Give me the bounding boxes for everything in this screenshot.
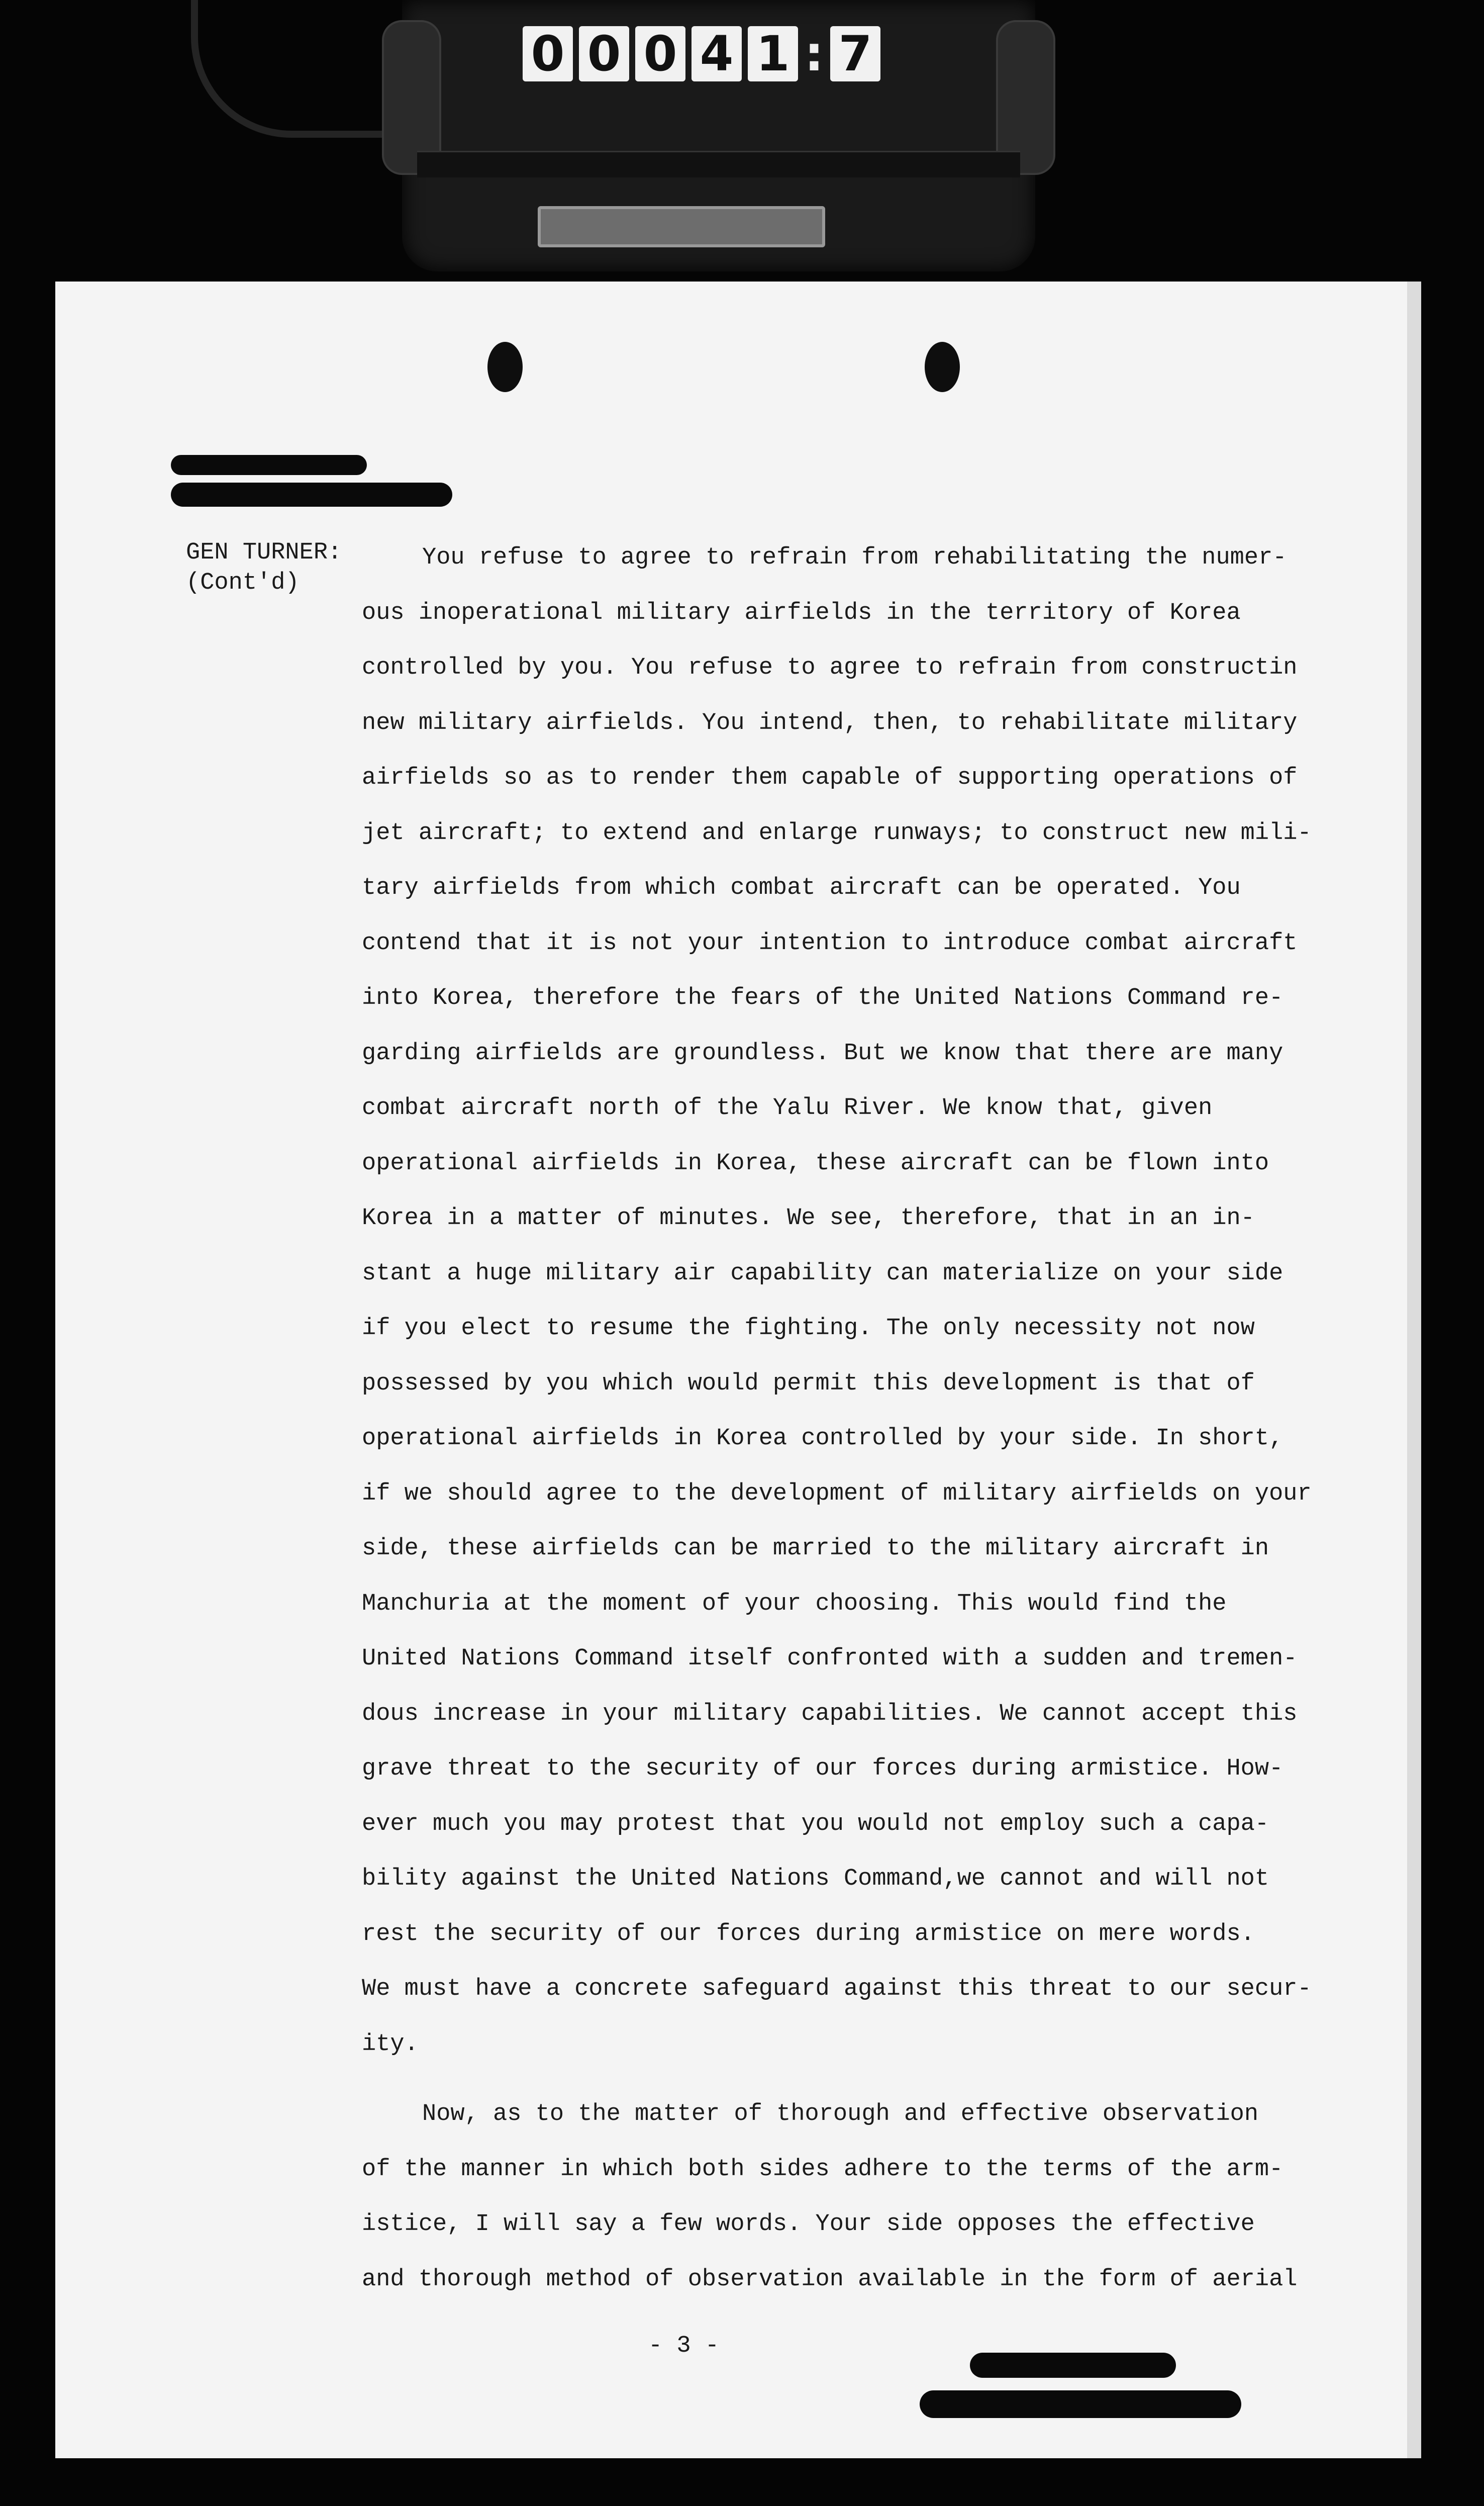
- text-line: side, these airfields can be married to the military aircraft in: [362, 1535, 1269, 1562]
- text-line: airfields so as to render them capable of supporting operations of: [362, 765, 1298, 791]
- counter-digit: 0: [523, 26, 573, 81]
- text-line: ity.: [362, 2030, 419, 2058]
- text-line: possessed by you which would permit this development is that of: [362, 1370, 1255, 1397]
- redaction-mark: [171, 455, 367, 475]
- counter-digit: 4: [691, 26, 742, 81]
- counter-digit: 7: [830, 26, 880, 81]
- text-line: garding airfields are groundless. But we know that there are many: [362, 1040, 1283, 1067]
- paragraph-gap: [362, 2084, 1392, 2099]
- text-line: We must have a concrete safeguard against this threat to our secur-: [362, 1976, 1312, 2002]
- text-line: and thorough method of observation available in the form of aerial: [362, 2266, 1298, 2293]
- frame-counter: [402, 0, 1035, 271]
- text-line: operational airfields in Korea, these aircraft can be flown into: [362, 1150, 1269, 1177]
- text-line: dous increase in your military capabilities. We cannot accept this: [362, 1700, 1298, 1727]
- redaction-mark: [970, 2353, 1176, 2378]
- punch-hole-left: [487, 342, 523, 392]
- text-line: bility against the United Nations Command,we cannot and will not: [362, 1866, 1269, 1892]
- document-page: [55, 282, 1407, 2458]
- counter-digit: 1: [748, 26, 798, 81]
- counter-plate: [538, 206, 825, 247]
- text-line: new military airfields. You intend, then, to rehabilitate military: [362, 709, 1298, 736]
- punch-hole-right: [925, 342, 960, 392]
- speaker-note: (Cont'd): [186, 570, 300, 596]
- counter-digit: 0: [579, 26, 629, 81]
- text-line: rest the security of our forces during armistice on mere words.: [362, 1920, 1255, 1947]
- text-line: of the manner in which both sides adhere to the terms of the arm-: [362, 2156, 1283, 2183]
- counter-digits: [523, 26, 880, 81]
- counter-bar: [417, 151, 1020, 177]
- counter-separator: :: [804, 26, 824, 82]
- redaction-mark: [171, 483, 452, 507]
- text-line: into Korea, therefore the fears of the United Nations Command re-: [362, 985, 1283, 1011]
- text-line: if you elect to resume the fighting. The only necessity not now: [362, 1315, 1255, 1342]
- text-line: ous inoperational military airfields in the territory of Korea: [362, 599, 1241, 626]
- text-line: if we should agree to the development of military airfields on your: [362, 1480, 1312, 1507]
- speaker-name: GEN TURNER:: [186, 539, 342, 566]
- text-line: You refuse to agree to refrain from rehabilitating the numer-: [422, 544, 1287, 571]
- document-body: [362, 543, 1392, 2319]
- text-line: combat aircraft north of the Yalu River. We know that, given: [362, 1095, 1213, 1122]
- text-line: grave threat to the security of our forces during armistice. How-: [362, 1755, 1283, 1782]
- text-line: operational airfields in Korea controlled by your side. In short,: [362, 1425, 1283, 1452]
- text-line: contend that it is not your intention to introduce combat aircraft: [362, 930, 1298, 957]
- text-line: jet aircraft; to extend and enlarge runways; to construct new mili-: [362, 819, 1312, 847]
- text-line: Manchuria at the moment of your choosing. This would find the: [362, 1590, 1227, 1617]
- text-line: ever much you may protest that you would not employ such a capa-: [362, 1810, 1269, 1837]
- redaction-mark: [920, 2390, 1241, 2418]
- text-line: tary airfields from which combat aircraft can be operated. You: [362, 875, 1241, 901]
- text-line: stant a huge military air capability can materialize on your side: [362, 1260, 1283, 1287]
- counter-digit: 0: [635, 26, 685, 81]
- text-line: controlled by you. You refuse to agree to refrain from constructin: [362, 655, 1298, 681]
- text-line: Korea in a matter of minutes. We see, therefore, that in an in-: [362, 1205, 1255, 1232]
- page-number: - 3 -: [648, 2333, 720, 2359]
- text-line: United Nations Command itself confronted with a sudden and tremen-: [362, 1645, 1298, 1672]
- text-line: Now, as to the matter of thorough and effective observation: [422, 2101, 1259, 2127]
- text-line: istice, I will say a few words. Your side opposes the effective: [362, 2211, 1255, 2238]
